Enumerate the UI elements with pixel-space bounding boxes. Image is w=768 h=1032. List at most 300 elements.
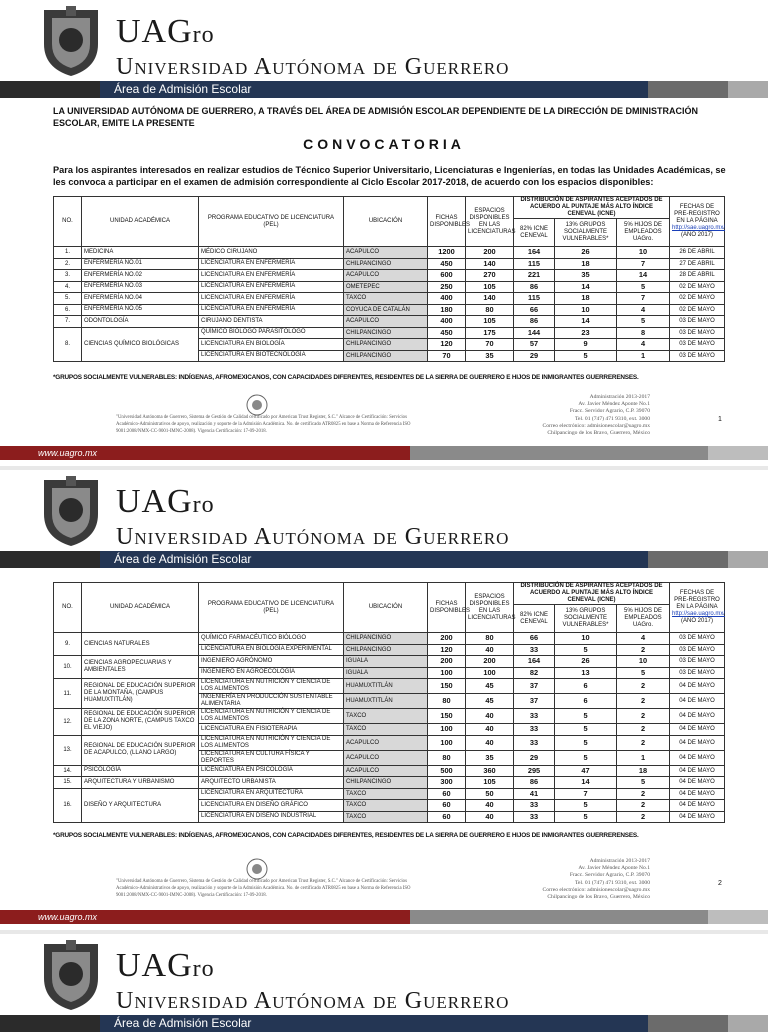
table-row	[54, 633, 725, 645]
cell-programa: LICENCIATURA EN ARQUITECTURA	[199, 788, 344, 800]
cell-fecha: 04 DE MAYO	[670, 800, 725, 812]
cell-5: 1	[617, 750, 670, 765]
cell-13: 5	[555, 350, 617, 362]
cell-13: 23	[555, 327, 617, 339]
cell-programa: QUÍMICO BIÓLOGO PARASITÓLOGO	[199, 327, 344, 339]
brand-acronym: UAG	[116, 13, 193, 50]
cell-5: 5	[617, 281, 670, 293]
cell-no: 3.	[54, 270, 82, 282]
document-title: CONVOCATORIA	[303, 136, 465, 152]
cell-no: 1.	[54, 247, 82, 259]
cell-espacios: 270	[466, 270, 514, 282]
contact-block: Administración 2013-2017 Av. Javier Méndez Aponte No.1 Fracc. Servidor Agrario, C.P. 39070 Tel. 01 (747) 471 9310, ext. 3000 Correo electrónico: admisionescolar@uagro.mx Chilpancingo de los Bravo, Guerrero, México	[542, 858, 650, 901]
table-row	[54, 270, 725, 282]
cell-espacios: 80	[466, 304, 514, 316]
cell-no: 8.	[54, 327, 82, 362]
cell-fecha: 03 DE MAYO	[670, 316, 725, 328]
cell-fecha: 04 DE MAYO	[670, 750, 725, 765]
cell-13: 6	[555, 694, 617, 709]
cell-espacios: 35	[466, 350, 514, 362]
cell-5: 2	[617, 724, 670, 736]
cell-13: 5	[555, 709, 617, 724]
cell-fichas: 250	[428, 281, 466, 293]
cell-13: 5	[555, 644, 617, 656]
cell-espacios: 105	[466, 281, 514, 293]
cell-82: 66	[514, 633, 555, 645]
cell-ubicacion: IGUALA	[344, 656, 428, 668]
cell-13: 18	[555, 258, 617, 270]
cell-5: 18	[617, 765, 670, 777]
cell-5: 14	[617, 270, 670, 282]
header-programa: PROGRAMA EDUCATIVO DE LICENCIATURA (PEL)	[199, 583, 344, 633]
cell-ubicacion: ACAPULCO	[344, 735, 428, 750]
cell-fecha: 04 DE MAYO	[670, 777, 725, 789]
brand-acronym: UAG	[116, 483, 193, 520]
cell-ubicacion: CHILPANCINGO	[344, 327, 428, 339]
cell-fichas: 450	[428, 327, 466, 339]
area-title: Área de Admisión Escolar	[100, 81, 648, 98]
cell-fichas: 500	[428, 765, 466, 777]
cell-fichas: 450	[428, 258, 466, 270]
cell-fichas: 180	[428, 304, 466, 316]
website-link[interactable]: www.uagro.mx	[0, 910, 410, 924]
cell-fichas: 600	[428, 270, 466, 282]
cell-unidad: MEDICINA	[82, 247, 199, 259]
cell-fecha: 02 DE MAYO	[670, 293, 725, 305]
seal-icon	[246, 858, 268, 880]
cell-espacios: 40	[466, 724, 514, 736]
cell-5: 2	[617, 811, 670, 823]
cell-programa: LICENCIATURA EN NUTRICIÓN Y CIENCIA DE LOS ALIMENTOS	[199, 735, 344, 750]
cell-unidad: ARQUITECTURA Y URBANISMO	[82, 777, 199, 789]
cell-fichas: 120	[428, 339, 466, 351]
header-unidad: UNIDAD ACADÉMICA	[82, 583, 199, 633]
cell-programa: LICENCIATURA EN FISIOTERAPIA	[199, 724, 344, 736]
cell-programa: LICENCIATURA EN ENFERMERÍA	[199, 304, 344, 316]
cell-5: 5	[617, 667, 670, 679]
cell-unidad: REGIONAL DE EDUCACIÓN SUPERIOR DE LA MONTAÑA, (CAMPUS HUAMUXTITLÁN)	[82, 679, 199, 709]
cell-fecha: 04 DE MAYO	[670, 811, 725, 823]
table-row	[54, 327, 725, 339]
cell-13: 14	[555, 777, 617, 789]
cell-ubicacion: ACAPULCO	[344, 316, 428, 328]
cell-5: 2	[617, 644, 670, 656]
cell-13: 13	[555, 667, 617, 679]
table-row	[54, 679, 725, 694]
cell-programa: LICENCIATURA EN NUTRICIÓN Y CIENCIA DE LOS ALIMENTOS	[199, 679, 344, 694]
cell-fecha: 28 DE ABRIL	[670, 270, 725, 282]
cell-programa: LICENCIATURA EN ENFERMERÍA	[199, 258, 344, 270]
cell-82: 115	[514, 293, 555, 305]
cell-fichas: 80	[428, 694, 466, 709]
cell-82: 37	[514, 679, 555, 694]
brand-acronym: UAG	[116, 947, 193, 984]
seal-icon	[246, 394, 268, 416]
cell-espacios: 40	[466, 644, 514, 656]
area-title: Área de Admisión Escolar	[100, 1015, 648, 1032]
cell-fecha: 27 DE ABRIL	[670, 258, 725, 270]
header-fichas: FICHAS DISPONIBLES	[428, 197, 466, 247]
cell-ubicacion: TAXCO	[344, 724, 428, 736]
cell-fichas: 200	[428, 633, 466, 645]
cell-5: 4	[617, 304, 670, 316]
cell-82: 144	[514, 327, 555, 339]
cell-espacios: 360	[466, 765, 514, 777]
header-no: NO.	[54, 583, 82, 633]
footer-banner	[0, 446, 768, 460]
cell-13: 14	[555, 281, 617, 293]
cell-espacios: 200	[466, 656, 514, 668]
cell-programa: LICENCIATURA EN BIOLOGÍA EXPERIMENTAL	[199, 644, 344, 656]
cell-espacios: 200	[466, 247, 514, 259]
header-13: 13% GRUPOS SOCIALMENTE VULNERABLES*	[555, 219, 617, 247]
cell-ubicacion: TAXCO	[344, 293, 428, 305]
cell-programa: LICENCIATURA EN DISEÑO INDUSTRIAL	[199, 811, 344, 823]
cell-fichas: 1200	[428, 247, 466, 259]
cell-fichas: 100	[428, 667, 466, 679]
cell-82: 29	[514, 750, 555, 765]
table-row	[54, 735, 725, 750]
cell-fichas: 100	[428, 735, 466, 750]
cell-82: 33	[514, 800, 555, 812]
cell-fecha: 04 DE MAYO	[670, 724, 725, 736]
cell-ubicacion: IGUALA	[344, 667, 428, 679]
cell-5: 2	[617, 800, 670, 812]
cell-no: 10.	[54, 656, 82, 679]
table-row	[54, 316, 725, 328]
cell-espacios: 100	[466, 667, 514, 679]
page-number: 1	[718, 416, 722, 423]
cell-ubicacion: CHILPANCINGO	[344, 350, 428, 362]
cell-fichas: 80	[428, 750, 466, 765]
document-page-3	[0, 934, 768, 1030]
cell-ubicacion: CHILPANCINGO	[344, 339, 428, 351]
university-brand	[116, 484, 509, 551]
cell-ubicacion: ACAPULCO	[344, 247, 428, 259]
cell-fichas: 120	[428, 644, 466, 656]
cell-programa: LICENCIATURA EN NUTRICIÓN Y CIENCIA DE LOS ALIMENTOS	[199, 709, 344, 724]
cell-unidad: CIENCIAS AGROPECUARIAS Y AMBIENTALES	[82, 656, 199, 679]
cell-5: 4	[617, 633, 670, 645]
cell-espacios: 70	[466, 339, 514, 351]
university-seal-icon	[40, 4, 102, 78]
cell-espacios: 140	[466, 258, 514, 270]
cell-13: 18	[555, 293, 617, 305]
cell-unidad: DISEÑO Y ARQUITECTURA	[82, 788, 199, 823]
cell-ubicacion: TAXCO	[344, 811, 428, 823]
cell-ubicacion: TAXCO	[344, 788, 428, 800]
header-espacios: ESPACIOS DISPONIBLES EN LAS LICENCIATURAS	[466, 197, 514, 247]
cell-5: 2	[617, 788, 670, 800]
cell-ubicacion: CHILPANCINGO	[344, 633, 428, 645]
cell-82: 41	[514, 788, 555, 800]
university-name: Universidad Autónoma de Guerrero	[116, 54, 510, 80]
header-5: 5% HIJOS DE EMPLEADOS UAGro.	[617, 219, 670, 247]
university-brand	[116, 948, 509, 1015]
cell-programa: MÉDICO CIRUJANO	[199, 247, 344, 259]
cell-espacios: 45	[466, 694, 514, 709]
cell-fecha: 04 DE MAYO	[670, 679, 725, 694]
cell-unidad: ODONTOLOGÍA	[82, 316, 199, 328]
cell-unidad: ENFERMERÍA NO.04	[82, 293, 199, 305]
cell-82: 29	[514, 350, 555, 362]
cell-ubicacion: CHILPANCINGO	[344, 777, 428, 789]
cell-ubicacion: TAXCO	[344, 709, 428, 724]
header-ubicacion: UBICACIÓN	[344, 583, 428, 633]
cell-no: 11.	[54, 679, 82, 709]
cell-no: 4.	[54, 281, 82, 293]
cell-82: 221	[514, 270, 555, 282]
cell-espacios: 35	[466, 750, 514, 765]
cell-fichas: 200	[428, 656, 466, 668]
brand-acronym-suffix: ro	[192, 492, 215, 518]
cell-13: 5	[555, 735, 617, 750]
registration-link[interactable]: http://sae.uagro.mx/	[672, 225, 726, 231]
quality-certification-text: "Universidad Autónoma de Guerrero, Sistema de Gestión de Calidad certificado por American Trust Register, S.C." Alcance de Certificación: Servicios Académico-Administrativos de apoyo, realización y soporte de la Admisión Académica. No. de certificado ATR0825 en base a Norma de Referencia ISO 9001:2008/NMX-CC-9001-IMNC-2008). Vigencia Certificación: 17-09-2018.	[116, 879, 411, 898]
cell-82: 57	[514, 339, 555, 351]
cell-13: 10	[555, 304, 617, 316]
cell-fecha: 03 DE MAYO	[670, 350, 725, 362]
cell-programa: LICENCIATURA EN CULTURA FÍSICA Y DEPORTES	[199, 750, 344, 765]
cell-no: 15.	[54, 777, 82, 789]
table-row	[54, 247, 725, 259]
cell-no: 14.	[54, 765, 82, 777]
cell-5: 7	[617, 258, 670, 270]
cell-fecha: 03 DE MAYO	[670, 633, 725, 645]
page-footer	[0, 394, 768, 454]
header-13: 13% GRUPOS SOCIALMENTE VULNERABLES*	[555, 605, 617, 633]
table-row	[54, 765, 725, 777]
cell-82: 33	[514, 724, 555, 736]
cell-unidad: PSICOLOGÍA	[82, 765, 199, 777]
cell-82: 37	[514, 694, 555, 709]
cell-espacios: 40	[466, 709, 514, 724]
area-banner	[0, 1015, 768, 1032]
cell-espacios: 175	[466, 327, 514, 339]
header-fichas: FICHAS DISPONIBLES	[428, 583, 466, 633]
cell-fecha: 04 DE MAYO	[670, 788, 725, 800]
cell-no: 6.	[54, 304, 82, 316]
cell-ubicacion: ACAPULCO	[344, 270, 428, 282]
area-title: Área de Admisión Escolar	[100, 551, 648, 568]
university-name: Universidad Autónoma de Guerrero	[116, 524, 510, 550]
cell-fecha: 04 DE MAYO	[670, 709, 725, 724]
university-name: Universidad Autónoma de Guerrero	[116, 988, 510, 1014]
header-82: 82% ICNE CENEVAL	[514, 605, 555, 633]
cell-unidad: ENFERMERÍA NO.01	[82, 258, 199, 270]
table-row	[54, 304, 725, 316]
cell-programa: LICENCIATURA EN ENFERMERÍA	[199, 293, 344, 305]
cell-82: 86	[514, 281, 555, 293]
cell-programa: LICENCIATURA EN BIOLOGÍA	[199, 339, 344, 351]
table-row	[54, 788, 725, 800]
table-row	[54, 709, 725, 724]
cell-fecha: 03 DE MAYO	[670, 327, 725, 339]
cell-unidad: ENFERMERÍA NO.05	[82, 304, 199, 316]
cell-fecha: 03 DE MAYO	[670, 667, 725, 679]
cell-13: 5	[555, 750, 617, 765]
cell-13: 7	[555, 788, 617, 800]
cell-82: 33	[514, 644, 555, 656]
cell-fichas: 60	[428, 811, 466, 823]
cell-5: 7	[617, 293, 670, 305]
header-unidad: UNIDAD ACADÉMICA	[82, 197, 199, 247]
cell-fichas: 300	[428, 777, 466, 789]
cell-fichas: 400	[428, 316, 466, 328]
cell-unidad: ENFERMERÍA NO.03	[82, 281, 199, 293]
cell-unidad: REGIONAL DE EDUCACIÓN SUPERIOR DE ACAPULCO, (LLANO LARGO)	[82, 735, 199, 765]
cell-programa: INGENIERÍA EN PRODUCCIÓN SUSTENTABLE ALIMENTARIA	[199, 694, 344, 709]
cell-programa: CIRUJANO DENTISTA	[199, 316, 344, 328]
cell-espacios: 40	[466, 800, 514, 812]
header-fechas: FECHAS DE PRE-REGISTRO EN LA PÁGINA http://sae.uagro.mx/ (AÑO 2017)	[670, 197, 725, 247]
area-banner	[0, 551, 768, 568]
header-distribucion: DISTRIBUCIÓN DE ASPIRANTES ACEPTADOS DE ACUERDO AL PUNTAJE MÁS ALTO ÍNDICE CENEVAL (ICNE)	[514, 197, 670, 219]
cell-fecha: 03 DE MAYO	[670, 644, 725, 656]
cell-espacios: 80	[466, 633, 514, 645]
cell-fecha: 04 DE MAYO	[670, 735, 725, 750]
cell-espacios: 140	[466, 293, 514, 305]
cell-ubicacion: COYUCA DE CATALÁN	[344, 304, 428, 316]
cell-82: 164	[514, 656, 555, 668]
cell-13: 5	[555, 724, 617, 736]
cell-no: 12.	[54, 709, 82, 736]
cell-espacios: 45	[466, 679, 514, 694]
cell-5: 2	[617, 679, 670, 694]
cell-fecha: 04 DE MAYO	[670, 694, 725, 709]
cell-13: 47	[555, 765, 617, 777]
cell-5: 8	[617, 327, 670, 339]
cell-programa: LICENCIATURA EN PSICOLOGÍA	[199, 765, 344, 777]
cell-unidad: CIENCIAS QUÍMICO BIOLÓGICAS	[82, 327, 199, 362]
cell-programa: QUÍMICO FARMACÉUTICO BIÓLOGO	[199, 633, 344, 645]
university-seal-icon	[40, 938, 102, 1012]
cell-82: 33	[514, 735, 555, 750]
registration-link[interactable]: http://sae.uagro.mx/	[672, 611, 726, 617]
cell-programa: ARQUITECTO URBANISTA	[199, 777, 344, 789]
cell-13: 10	[555, 633, 617, 645]
cell-13: 26	[555, 247, 617, 259]
cell-programa: INGENIERO AGRÓNOMO	[199, 656, 344, 668]
contact-block: Administración 2013-2017 Av. Javier Méndez Aponte No.1 Fracc. Servidor Agrario, C.P. 39070 Tel. 01 (747) 471 9310, ext. 3000 Correo electrónico: admisionescolar@uagro.mx Chilpancingo de los Bravo, Guerrero, México	[542, 394, 650, 437]
cell-no: 9.	[54, 633, 82, 656]
page-footer	[0, 858, 768, 918]
admissions-table-2	[53, 582, 725, 823]
university-brand	[116, 14, 509, 81]
cell-82: 295	[514, 765, 555, 777]
cell-5: 4	[617, 339, 670, 351]
vulnerable-groups-note: *GRUPOS SOCIALMENTE VULNERABLES: INDÍGENAS, AFROMEXICANOS, CON CAPACIDADES DIFERENTES, RESIDENTES DE LA SIERRA DE GUERRERO E HIJOS DE INMIGRANTES GUERRERENSES.	[53, 832, 639, 839]
cell-5: 5	[617, 316, 670, 328]
cell-espacios: 50	[466, 788, 514, 800]
area-banner	[0, 81, 768, 98]
table-row	[54, 293, 725, 305]
table-row	[54, 258, 725, 270]
intro-text: LA UNIVERSIDAD AUTÓNOMA DE GUERRERO, A TRAVÉS DEL ÁREA DE ADMISIÓN ESCOLAR DEPENDIENTE DE LA DIRECCIÓN DE DMINISTRACIÓN ESCOLAR, EMITE LA PRESENTE	[53, 106, 699, 128]
cell-ubicacion: ACAPULCO	[344, 750, 428, 765]
cell-fichas: 60	[428, 788, 466, 800]
cell-5: 2	[617, 735, 670, 750]
cell-82: 115	[514, 258, 555, 270]
cell-espacios: 40	[466, 735, 514, 750]
cell-13: 26	[555, 656, 617, 668]
cell-fichas: 400	[428, 293, 466, 305]
document-page-2	[0, 470, 768, 930]
cell-82: 66	[514, 304, 555, 316]
cell-ubicacion: HUAMUXTITLÁN	[344, 679, 428, 694]
cell-programa: LICENCIATURA EN DISEÑO GRÁFICO	[199, 800, 344, 812]
cell-fichas: 60	[428, 800, 466, 812]
website-link[interactable]: www.uagro.mx	[0, 446, 410, 460]
cell-82: 33	[514, 709, 555, 724]
cell-no: 2.	[54, 258, 82, 270]
cell-espacios: 40	[466, 811, 514, 823]
cell-5: 1	[617, 350, 670, 362]
header-espacios: ESPACIOS DISPONIBLES EN LAS LICENCIATURAS	[466, 583, 514, 633]
cell-no: 16.	[54, 788, 82, 823]
cell-no: 5.	[54, 293, 82, 305]
cell-13: 5	[555, 800, 617, 812]
cell-82: 86	[514, 777, 555, 789]
document-page-1	[0, 0, 768, 466]
cell-ubicacion: ACAPULCO	[344, 765, 428, 777]
cell-programa: LICENCIATURA EN ENFERMERÍA	[199, 270, 344, 282]
cell-fichas: 150	[428, 709, 466, 724]
call-description: Para los aspirantes interesados en realizar estudios de Técnico Superior Universitario, Licenciaturas e Ingenierías, en todas las Unidades Académicas, se les convoca a participar en el examen de admisión correspondiente al Ciclo Escolar 2017-2018, de acuerdo con los espacios disponibles:	[53, 165, 726, 187]
cell-espacios: 105	[466, 777, 514, 789]
cell-82: 164	[514, 247, 555, 259]
cell-5: 2	[617, 709, 670, 724]
header-ubicacion: UBICACIÓN	[344, 197, 428, 247]
admissions-table-1	[53, 196, 725, 362]
header-no: NO.	[54, 197, 82, 247]
cell-5: 10	[617, 656, 670, 668]
cell-fichas: 150	[428, 679, 466, 694]
cell-programa: LICENCIATURA EN ENFERMERÍA	[199, 281, 344, 293]
cell-fecha: 02 DE MAYO	[670, 304, 725, 316]
cell-programa: LICENCIATURA EN BIOTECNOLOGÍA	[199, 350, 344, 362]
cell-5: 5	[617, 777, 670, 789]
header-programa: PROGRAMA EDUCATIVO DE LICENCIATURA (PEL)	[199, 197, 344, 247]
header-distribucion: DISTRIBUCIÓN DE ASPIRANTES ACEPTADOS DE ACUERDO AL PUNTAJE MÁS ALTO ÍNDICE CENEVAL (ICNE)	[514, 583, 670, 605]
cell-13: 9	[555, 339, 617, 351]
cell-ubicacion: HUAMUXTITLÁN	[344, 694, 428, 709]
cell-fichas: 100	[428, 724, 466, 736]
header-82: 82% ICNE CENEVAL	[514, 219, 555, 247]
university-seal-icon	[40, 474, 102, 548]
brand-acronym-suffix: ro	[192, 956, 215, 982]
cell-espacios: 105	[466, 316, 514, 328]
cell-5: 2	[617, 694, 670, 709]
cell-13: 5	[555, 811, 617, 823]
cell-82: 82	[514, 667, 555, 679]
cell-13: 35	[555, 270, 617, 282]
cell-ubicacion: CHILPANCINGO	[344, 644, 428, 656]
cell-fecha: 02 DE MAYO	[670, 281, 725, 293]
cell-programa: INGENIERO EN AGROECOLOGÍA	[199, 667, 344, 679]
cell-fecha: 26 DE ABRIL	[670, 247, 725, 259]
footer-banner	[0, 910, 768, 924]
cell-82: 33	[514, 811, 555, 823]
cell-13: 6	[555, 679, 617, 694]
cell-fecha: 03 DE MAYO	[670, 339, 725, 351]
header-fechas: FECHAS DE PRE-REGISTRO EN LA PÁGINA http://sae.uagro.mx/ (AÑO 2017)	[670, 583, 725, 633]
vulnerable-groups-note: *GRUPOS SOCIALMENTE VULNERABLES: INDÍGENAS, AFROMEXICANOS, CON CAPACIDADES DIFERENTES, RESIDENTES DE LA SIERRA DE GUERRERO E HIJOS DE INMIGRANTES GUERRERENSES.	[53, 374, 639, 381]
cell-13: 14	[555, 316, 617, 328]
cell-fecha: 03 DE MAYO	[670, 656, 725, 668]
table-row	[54, 656, 725, 668]
cell-ubicacion: CHILPANCINGO	[344, 258, 428, 270]
